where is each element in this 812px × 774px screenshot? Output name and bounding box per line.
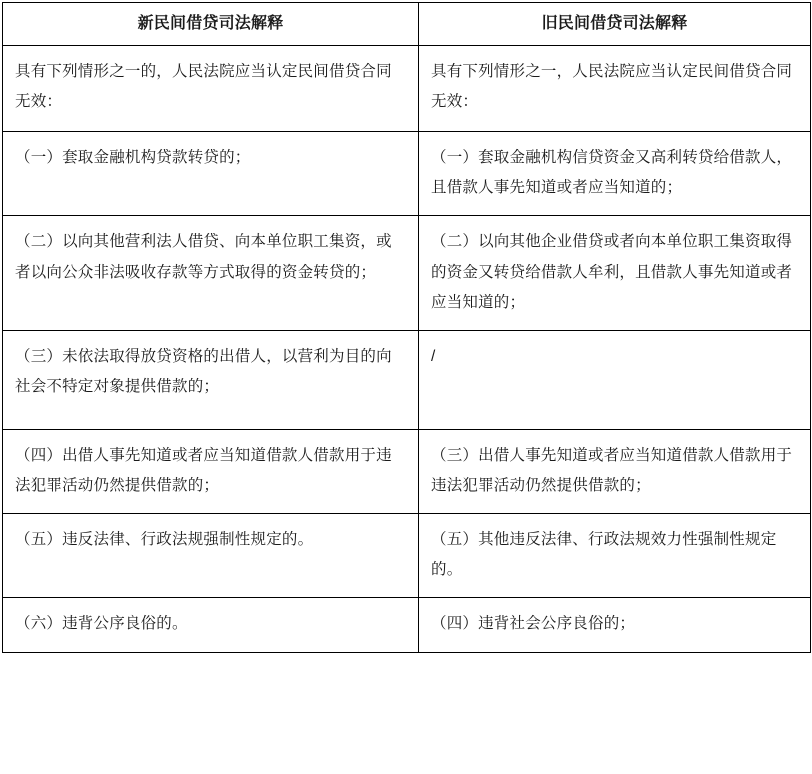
column-header-old: 旧民间借贷司法解释 xyxy=(419,3,811,46)
table-row xyxy=(3,429,811,513)
cell-text: （六）违背公序良俗的。 xyxy=(15,615,188,633)
table-row xyxy=(3,45,811,131)
table-row xyxy=(3,598,811,652)
cell-text: （一）套取金融机构信贷资金又高利转贷给借款人，且借款人事先知道或者应当知道的； xyxy=(431,149,793,197)
cell-text: 具有下列情形之一，人民法院应当认定民间借贷合同无效： xyxy=(431,62,793,110)
cell-text: （一）套取金融机构贷款转贷的； xyxy=(15,149,251,167)
cell-new-item-5 xyxy=(3,514,419,598)
table-row xyxy=(3,514,811,598)
cell-text: / xyxy=(431,348,436,366)
cell-new-intro xyxy=(3,45,419,131)
cell-text: （二）以向其他营利法人借贷、向本单位职工集资，或者以向公众非法吸收存款等方式取得的资金转贷的； xyxy=(15,233,392,281)
cell-text: （四）出借人事先知道或者应当知道借款人借款用于违法犯罪活动仍然提供借款的； xyxy=(15,446,392,494)
cell-old-item-3 xyxy=(419,331,811,429)
cell-new-item-4 xyxy=(3,429,419,513)
cell-old-item-5 xyxy=(419,514,811,598)
table-header-row xyxy=(3,3,811,46)
cell-new-item-3 xyxy=(3,331,419,429)
cell-old-intro xyxy=(419,45,811,131)
cell-new-item-6 xyxy=(3,598,419,652)
cell-text: （三）出借人事先知道或者应当知道借款人借款用于违法犯罪活动仍然提供借款的； xyxy=(431,446,793,494)
table-row xyxy=(3,216,811,331)
cell-old-item-1 xyxy=(419,132,811,216)
column-header-new: 新民间借贷司法解释 xyxy=(3,3,419,46)
cell-new-item-1 xyxy=(3,132,419,216)
cell-text: （二）以向其他企业借贷或者向本单位职工集资取得的资金又转贷给借款人牟利，且借款人事先知道或者应当知道的； xyxy=(431,233,793,311)
cell-text: （五）违反法律、行政法规强制性规定的。 xyxy=(15,531,314,548)
cell-old-item-6 xyxy=(419,598,811,652)
cell-new-item-2 xyxy=(3,216,419,331)
table-row xyxy=(3,132,811,216)
cell-text: （三）未依法取得放贷资格的出借人，以营利为目的向社会不特定对象提供借款的； xyxy=(15,348,392,396)
table-row xyxy=(3,331,811,429)
cell-text: 具有下列情形之一的，人民法院应当认定民间借贷合同无效： xyxy=(15,62,392,110)
cell-old-item-4 xyxy=(419,429,811,513)
cell-old-item-2 xyxy=(419,216,811,331)
comparison-table xyxy=(2,2,811,653)
cell-text: （五）其他违反法律、行政法规效力性强制性规定的。 xyxy=(431,531,777,579)
cell-text: （四）违背社会公序良俗的； xyxy=(431,615,636,633)
